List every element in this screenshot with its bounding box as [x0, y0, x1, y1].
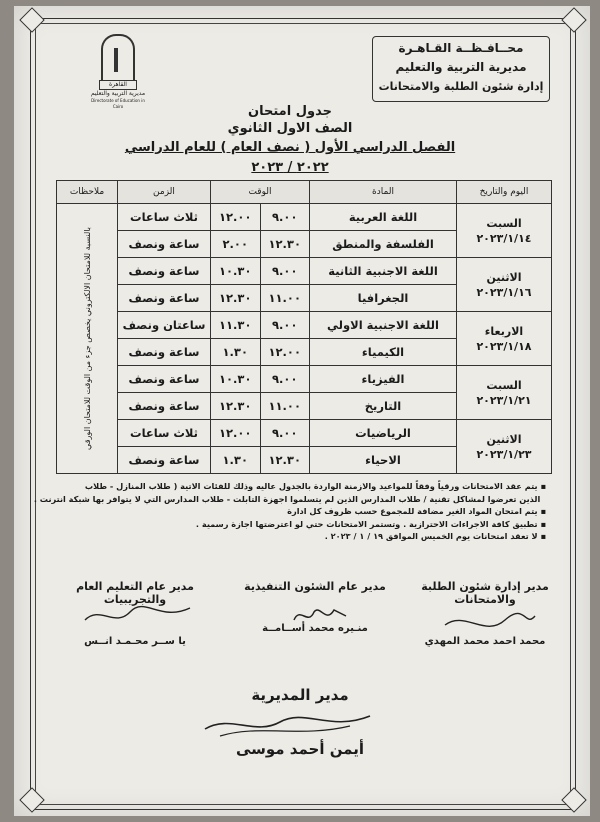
note-item: ▪ يتم عقد الامتحانات ورقياً وفقاً للمواعيد والازمنة الواردة بالجدول عاليه وذلك للفئات الاتية ( طلاب المنازل - طلاب	[84, 481, 546, 491]
header-department: إدارة شئون الطلبة والامتحانات	[378, 80, 544, 93]
header-day: اليوم والتاريخ	[457, 181, 552, 204]
logo-mark: القاهرة	[99, 80, 137, 90]
note-item: ▪ يتم امتحان المواد الغير مضافة للمجموع حسب ظروف كل ادارة	[287, 506, 546, 516]
handwritten-signature-right	[440, 610, 540, 640]
time-from-cell: ٩.٠٠	[260, 366, 310, 393]
director-name: أيمن أحمد موسى	[235, 740, 365, 758]
time-to-cell: ٢.٠٠	[211, 231, 261, 258]
day-date: ٢٠٢٣/١/٢٣	[476, 447, 532, 461]
duration-cell: ثلاث ساعات	[118, 420, 211, 447]
table-row	[57, 366, 552, 393]
time-to-cell: ١.٣٠	[211, 339, 261, 366]
logo-arch-icon	[101, 34, 135, 80]
signature-title: مدير إدارة شئون الطلبة والامتحانات	[421, 580, 549, 606]
subject-cell: اللغة الاجنبية الثانية	[310, 258, 457, 285]
signature-name: محمد احمد محمد المهدي	[424, 636, 546, 647]
time-from-cell: ١١.٠٠	[260, 285, 310, 312]
time-to-cell: ١٠.٣٠	[211, 366, 261, 393]
duration-cell: ساعة ونصف	[118, 285, 211, 312]
day-cell	[457, 204, 552, 258]
time-from-cell: ٩.٠٠	[260, 258, 310, 285]
note-item: ▪ لا تعقد امتحانات يوم الخميس الموافق ١٩ / ١ / ٢٠٢٣ .	[324, 531, 546, 541]
day-name: الاربعاء	[484, 324, 524, 338]
table-row	[57, 204, 552, 231]
header-duration: الزمن	[118, 181, 211, 204]
subject-cell: الفلسفة والمنطق	[310, 231, 457, 258]
subject-cell: الكيمياء	[310, 339, 457, 366]
table-row	[57, 312, 552, 339]
doc-term: الفصل الدراسي الأول ( نصف العام ) للعام الدراسي ٢٠٢٢ / ٢٠٢٣	[124, 140, 456, 175]
signature-title: مدير عام الشئون التنفيذية	[244, 580, 386, 593]
time-to-cell: ١.٣٠	[211, 447, 261, 474]
duration-cell: ساعة ونصف	[118, 258, 211, 285]
time-from-cell: ١٢.٣٠	[260, 447, 310, 474]
note-text: يتم امتحان المواد الغير مضافة للمجموع حسب ظروف كل ادارة	[287, 506, 538, 516]
signature-name: يا ســر محـمـد انــس	[84, 636, 186, 647]
time-to-cell: ١٠.٣٠	[211, 258, 261, 285]
note-item: ▪ تطبيق كافة الاجراءات الاحترازية . وتستمر الامتحانات حتي لو اعترضتها اجازة رسمية .	[195, 518, 546, 529]
time-from-cell: ١٢.٣٠	[260, 231, 310, 258]
notes-list	[33, 480, 546, 543]
signature-title: مدير عام التعليم العام والتجريبيات	[76, 580, 194, 606]
time-to-cell: ١٢.٣٠	[211, 393, 261, 420]
issuer-header	[372, 36, 550, 102]
note-text: يتم عقد الامتحانات ورقياً وفقاً للمواعيد والازمنة الواردة بالجدول عاليه وذلك للفئات الاتية ( طلاب المنازل - طلاب	[84, 481, 538, 491]
day-name: الاثنين	[486, 432, 522, 446]
day-cell	[457, 420, 552, 474]
director-title: مدير المديرية	[251, 686, 349, 704]
header-directorate: مديرية التربية والتعليم	[395, 60, 527, 74]
subject-cell: الفيزياء	[310, 366, 457, 393]
subject-cell: اللغة العربية	[310, 204, 457, 231]
duration-cell: ساعة ونصف	[118, 366, 211, 393]
exam-schedule-table	[56, 180, 552, 474]
time-to-cell: ١١.٣٠	[211, 312, 261, 339]
time-from-cell: ١١.٠٠	[260, 393, 310, 420]
notes-cell	[57, 204, 118, 474]
day-date: ٢٠٢٣/١/١٨	[476, 339, 532, 353]
handwritten-signature-left	[80, 600, 200, 630]
subject-cell: الاحياء	[310, 447, 457, 474]
handwritten-signature-director	[200, 704, 380, 744]
day-name: السبت	[486, 378, 522, 392]
subject-cell: التاريخ	[310, 393, 457, 420]
doc-title: جدول امتحان	[248, 104, 332, 119]
time-from-cell: ٩.٠٠	[260, 312, 310, 339]
note-item	[33, 493, 546, 506]
duration-cell: ساعتان ونصف	[118, 312, 211, 339]
note-text: لا تعقد امتحانات يوم الخميس الموافق ١٩ / ١ / ٢٠٢٣ .	[324, 531, 538, 541]
notes-vertical-text: بالنسبة للامتحان الالكتروني يخصص جزء من الوقت للامتحان الورقي	[82, 227, 92, 450]
header-governorate: محــافـظــة القـاهـرة	[398, 41, 524, 55]
duration-cell: ساعة ونصف	[118, 393, 211, 420]
day-date: ٢٠٢٣/١/١٤	[476, 231, 532, 245]
table-row	[57, 420, 552, 447]
day-date: ٢٠٢٣/١/٢١	[476, 393, 532, 407]
day-cell	[457, 366, 552, 420]
duration-cell: ثلاث ساعات	[118, 204, 211, 231]
note-text: تطبيق كافة الاجراءات الاحترازية . وتستمر الامتحانات حتي لو اعترضتها اجازة رسمية .	[195, 518, 538, 529]
logo-subtitle: مديرية التربية والتعليم	[90, 90, 146, 97]
table-header-row	[57, 181, 552, 204]
duration-cell: ساعة ونصف	[118, 447, 211, 474]
duration-cell: ساعة ونصف	[118, 339, 211, 366]
doc-grade: الصف الاول الثانوي	[227, 121, 353, 136]
time-to-cell: ١٢.٣٠	[211, 285, 261, 312]
day-date: ٢٠٢٣/١/١٦	[476, 285, 532, 299]
document-titles	[120, 104, 460, 178]
duration-cell: ساعة ونصف	[118, 231, 211, 258]
note-text: الذين تعرضوا لمشاكل تقنية / طلاب المدارس الذين لم يتسلموا اجهزة التابلت - طلاب المدارس التي لا يتوافر بها شبكة انترنت .	[33, 493, 541, 504]
header-notes: ملاحظات	[57, 181, 118, 204]
subject-cell: اللغة الاجنبية الاولي	[310, 312, 457, 339]
time-from-cell: ٩.٠٠	[260, 204, 310, 231]
day-name: السبت	[486, 216, 522, 230]
subject-cell: الجغرافيا	[310, 285, 457, 312]
handwritten-signature-center	[290, 602, 350, 628]
day-cell	[457, 258, 552, 312]
time-from-cell: ٩.٠٠	[260, 420, 310, 447]
table-row	[57, 258, 552, 285]
logo-english: Directorate of Education in Cairo	[91, 98, 145, 109]
header-subject: المادة	[310, 181, 457, 204]
subject-cell: الرياضيات	[310, 420, 457, 447]
signature-name: منـيره محمد أســامــة	[262, 623, 368, 634]
header-time: الوقت	[211, 181, 310, 204]
time-from-cell: ١٢.٠٠	[260, 339, 310, 366]
day-name: الاثنين	[486, 270, 522, 284]
time-to-cell: ١٢.٠٠	[211, 204, 261, 231]
time-to-cell: ١٢.٠٠	[211, 420, 261, 447]
day-cell	[457, 312, 552, 366]
